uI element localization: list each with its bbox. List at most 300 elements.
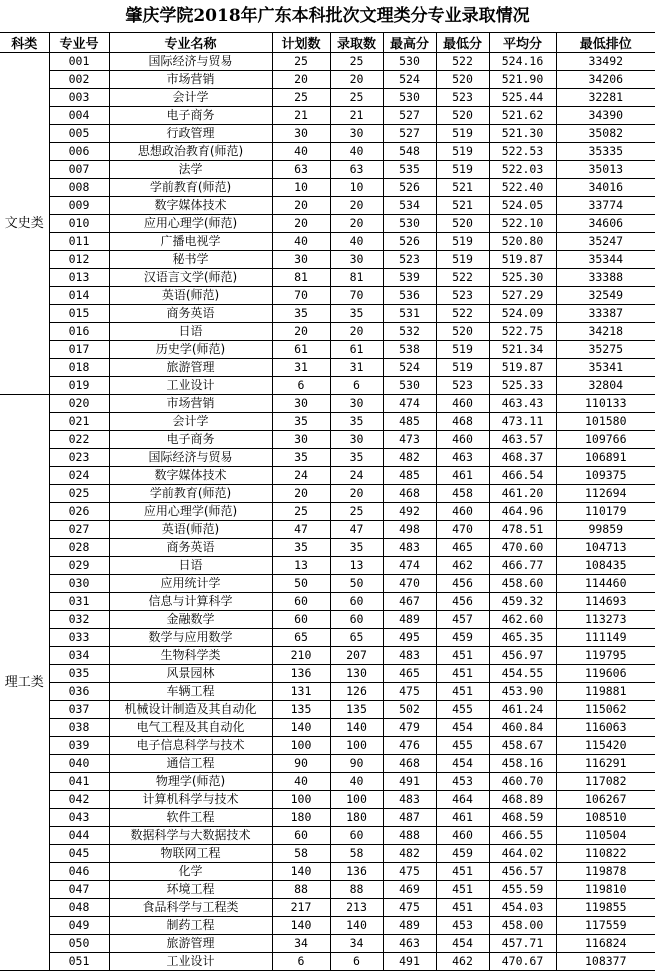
max-score-cell: 469 xyxy=(383,881,436,899)
max-score-cell: 475 xyxy=(383,899,436,917)
major-code-cell: 048 xyxy=(49,899,109,917)
table-row xyxy=(0,179,655,197)
table-row xyxy=(0,737,655,755)
avg-score-cell: 463.43 xyxy=(489,395,556,413)
planned-cell: 20 xyxy=(272,215,330,233)
avg-score-cell: 522.10 xyxy=(489,215,556,233)
major-code-cell: 034 xyxy=(49,647,109,665)
major-code-cell: 024 xyxy=(49,467,109,485)
admitted-cell: 6 xyxy=(330,953,383,971)
major-name-cell: 行政管理 xyxy=(109,125,272,143)
min-rank-cell: 119795 xyxy=(556,647,655,665)
avg-score-cell: 468.37 xyxy=(489,449,556,467)
planned-cell: 60 xyxy=(272,827,330,845)
major-code-cell: 020 xyxy=(49,395,109,413)
min-rank-cell: 109375 xyxy=(556,467,655,485)
major-name-cell: 国际经济与贸易 xyxy=(109,449,272,467)
major-name-cell: 工业设计 xyxy=(109,377,272,395)
admitted-cell: 20 xyxy=(330,485,383,503)
planned-cell: 40 xyxy=(272,773,330,791)
major-code-cell: 019 xyxy=(49,377,109,395)
min-score-cell: 519 xyxy=(436,359,489,377)
avg-score-cell: 454.03 xyxy=(489,899,556,917)
planned-cell: 70 xyxy=(272,287,330,305)
admitted-cell: 20 xyxy=(330,323,383,341)
max-score-cell: 468 xyxy=(383,755,436,773)
admission-table xyxy=(0,32,655,971)
admitted-cell: 60 xyxy=(330,827,383,845)
major-name-cell: 市场营销 xyxy=(109,395,272,413)
category-cell: 理工类 xyxy=(0,395,49,971)
max-score-cell: 468 xyxy=(383,485,436,503)
max-score-cell: 474 xyxy=(383,557,436,575)
min-rank-cell: 119606 xyxy=(556,665,655,683)
min-score-cell: 456 xyxy=(436,575,489,593)
max-score-cell: 489 xyxy=(383,917,436,935)
min-score-cell: 519 xyxy=(436,161,489,179)
major-code-cell: 003 xyxy=(49,89,109,107)
admitted-cell: 60 xyxy=(330,611,383,629)
min-rank-cell: 33774 xyxy=(556,197,655,215)
table-row xyxy=(0,341,655,359)
table-row xyxy=(0,809,655,827)
admitted-cell: 30 xyxy=(330,395,383,413)
planned-cell: 31 xyxy=(272,359,330,377)
admitted-cell: 35 xyxy=(330,413,383,431)
max-score-cell: 483 xyxy=(383,647,436,665)
planned-cell: 90 xyxy=(272,755,330,773)
major-name-cell: 电子商务 xyxy=(109,107,272,125)
min-score-cell: 451 xyxy=(436,881,489,899)
max-score-cell: 483 xyxy=(383,539,436,557)
min-rank-cell: 114460 xyxy=(556,575,655,593)
table-row xyxy=(0,935,655,953)
admitted-cell: 65 xyxy=(330,629,383,647)
header-min-score: 最低分 xyxy=(436,33,489,53)
min-rank-cell: 106891 xyxy=(556,449,655,467)
avg-score-cell: 458.00 xyxy=(489,917,556,935)
major-name-cell: 金融数学 xyxy=(109,611,272,629)
admitted-cell: 61 xyxy=(330,341,383,359)
avg-score-cell: 524.16 xyxy=(489,53,556,71)
admitted-cell: 70 xyxy=(330,287,383,305)
avg-score-cell: 473.11 xyxy=(489,413,556,431)
major-name-cell: 汉语言文学(师范) xyxy=(109,269,272,287)
min-rank-cell: 108377 xyxy=(556,953,655,971)
avg-score-cell: 465.35 xyxy=(489,629,556,647)
min-score-cell: 453 xyxy=(436,773,489,791)
min-score-cell: 454 xyxy=(436,935,489,953)
major-code-cell: 049 xyxy=(49,917,109,935)
major-name-cell: 车辆工程 xyxy=(109,683,272,701)
avg-score-cell: 522.53 xyxy=(489,143,556,161)
min-score-cell: 462 xyxy=(436,953,489,971)
max-score-cell: 531 xyxy=(383,305,436,323)
min-score-cell: 461 xyxy=(436,809,489,827)
max-score-cell: 476 xyxy=(383,737,436,755)
major-code-cell: 050 xyxy=(49,935,109,953)
table-row xyxy=(0,665,655,683)
planned-cell: 65 xyxy=(272,629,330,647)
avg-score-cell: 519.87 xyxy=(489,251,556,269)
avg-score-cell: 478.51 xyxy=(489,521,556,539)
min-score-cell: 451 xyxy=(436,899,489,917)
admitted-cell: 207 xyxy=(330,647,383,665)
avg-score-cell: 460.84 xyxy=(489,719,556,737)
major-code-cell: 014 xyxy=(49,287,109,305)
avg-score-cell: 470.60 xyxy=(489,539,556,557)
table-row xyxy=(0,125,655,143)
header-planned: 计划数 xyxy=(272,33,330,53)
max-score-cell: 530 xyxy=(383,53,436,71)
admitted-cell: 213 xyxy=(330,899,383,917)
admitted-cell: 47 xyxy=(330,521,383,539)
avg-score-cell: 468.59 xyxy=(489,809,556,827)
table-row xyxy=(0,863,655,881)
table-row xyxy=(0,503,655,521)
min-score-cell: 520 xyxy=(436,107,489,125)
min-rank-cell: 116063 xyxy=(556,719,655,737)
avg-score-cell: 521.62 xyxy=(489,107,556,125)
major-code-cell: 023 xyxy=(49,449,109,467)
table-row xyxy=(0,917,655,935)
admitted-cell: 136 xyxy=(330,863,383,881)
avg-score-cell: 524.09 xyxy=(489,305,556,323)
avg-score-cell: 521.90 xyxy=(489,71,556,89)
major-code-cell: 032 xyxy=(49,611,109,629)
admitted-cell: 40 xyxy=(330,773,383,791)
table-row xyxy=(0,89,655,107)
table-row xyxy=(0,467,655,485)
table-row xyxy=(0,269,655,287)
major-name-cell: 应用统计学 xyxy=(109,575,272,593)
min-rank-cell: 104713 xyxy=(556,539,655,557)
major-code-cell: 030 xyxy=(49,575,109,593)
major-name-cell: 制药工程 xyxy=(109,917,272,935)
major-code-cell: 010 xyxy=(49,215,109,233)
min-score-cell: 520 xyxy=(436,323,489,341)
min-rank-cell: 116824 xyxy=(556,935,655,953)
major-code-cell: 039 xyxy=(49,737,109,755)
avg-score-cell: 468.89 xyxy=(489,791,556,809)
avg-score-cell: 454.55 xyxy=(489,665,556,683)
avg-score-cell: 453.90 xyxy=(489,683,556,701)
header-min-rank: 最低排位 xyxy=(556,33,655,53)
major-name-cell: 数字媒体技术 xyxy=(109,467,272,485)
table-row xyxy=(0,953,655,971)
min-rank-cell: 35013 xyxy=(556,161,655,179)
min-score-cell: 520 xyxy=(436,71,489,89)
min-rank-cell: 35082 xyxy=(556,125,655,143)
major-code-cell: 035 xyxy=(49,665,109,683)
planned-cell: 24 xyxy=(272,467,330,485)
admitted-cell: 63 xyxy=(330,161,383,179)
min-rank-cell: 119810 xyxy=(556,881,655,899)
admitted-cell: 180 xyxy=(330,809,383,827)
planned-cell: 60 xyxy=(272,611,330,629)
table-row xyxy=(0,449,655,467)
min-rank-cell: 109766 xyxy=(556,431,655,449)
max-score-cell: 463 xyxy=(383,935,436,953)
min-score-cell: 523 xyxy=(436,89,489,107)
major-code-cell: 018 xyxy=(49,359,109,377)
avg-score-cell: 522.03 xyxy=(489,161,556,179)
min-rank-cell: 116291 xyxy=(556,755,655,773)
max-score-cell: 534 xyxy=(383,197,436,215)
planned-cell: 20 xyxy=(272,485,330,503)
avg-score-cell: 519.87 xyxy=(489,359,556,377)
min-score-cell: 460 xyxy=(436,395,489,413)
major-name-cell: 电子信息科学与技术 xyxy=(109,737,272,755)
avg-score-cell: 460.70 xyxy=(489,773,556,791)
major-code-cell: 001 xyxy=(49,53,109,71)
major-name-cell: 秘书学 xyxy=(109,251,272,269)
admitted-cell: 130 xyxy=(330,665,383,683)
major-name-cell: 计算机科学与技术 xyxy=(109,791,272,809)
major-code-cell: 021 xyxy=(49,413,109,431)
table-row xyxy=(0,827,655,845)
major-code-cell: 009 xyxy=(49,197,109,215)
avg-score-cell: 461.20 xyxy=(489,485,556,503)
admitted-cell: 40 xyxy=(330,143,383,161)
min-rank-cell: 33492 xyxy=(556,53,655,71)
planned-cell: 13 xyxy=(272,557,330,575)
admitted-cell: 88 xyxy=(330,881,383,899)
min-rank-cell: 35275 xyxy=(556,341,655,359)
planned-cell: 140 xyxy=(272,863,330,881)
planned-cell: 20 xyxy=(272,71,330,89)
avg-score-cell: 464.96 xyxy=(489,503,556,521)
max-score-cell: 524 xyxy=(383,71,436,89)
max-score-cell: 527 xyxy=(383,107,436,125)
max-score-cell: 524 xyxy=(383,359,436,377)
min-score-cell: 451 xyxy=(436,863,489,881)
max-score-cell: 465 xyxy=(383,665,436,683)
avg-score-cell: 459.32 xyxy=(489,593,556,611)
min-score-cell: 462 xyxy=(436,557,489,575)
max-score-cell: 482 xyxy=(383,845,436,863)
table-row xyxy=(0,71,655,89)
min-score-cell: 521 xyxy=(436,197,489,215)
planned-cell: 135 xyxy=(272,701,330,719)
max-score-cell: 487 xyxy=(383,809,436,827)
min-rank-cell: 110504 xyxy=(556,827,655,845)
planned-cell: 47 xyxy=(272,521,330,539)
major-name-cell: 国际经济与贸易 xyxy=(109,53,272,71)
major-name-cell: 软件工程 xyxy=(109,809,272,827)
min-rank-cell: 110179 xyxy=(556,503,655,521)
min-rank-cell: 34206 xyxy=(556,71,655,89)
max-score-cell: 475 xyxy=(383,863,436,881)
admitted-cell: 58 xyxy=(330,845,383,863)
table-row xyxy=(0,845,655,863)
admitted-cell: 13 xyxy=(330,557,383,575)
header-major-code: 专业号 xyxy=(49,33,109,53)
min-score-cell: 455 xyxy=(436,701,489,719)
min-rank-cell: 119878 xyxy=(556,863,655,881)
max-score-cell: 530 xyxy=(383,215,436,233)
avg-score-cell: 458.67 xyxy=(489,737,556,755)
table-row xyxy=(0,215,655,233)
admitted-cell: 30 xyxy=(330,431,383,449)
major-code-cell: 011 xyxy=(49,233,109,251)
page-title: 肇庆学院2018年广东本科批次文理类分专业录取情况 xyxy=(125,6,530,26)
min-rank-cell: 99859 xyxy=(556,521,655,539)
admitted-cell: 10 xyxy=(330,179,383,197)
min-rank-cell: 35341 xyxy=(556,359,655,377)
min-score-cell: 456 xyxy=(436,593,489,611)
major-name-cell: 市场营销 xyxy=(109,71,272,89)
admitted-cell: 100 xyxy=(330,791,383,809)
major-name-cell: 通信工程 xyxy=(109,755,272,773)
planned-cell: 136 xyxy=(272,665,330,683)
min-rank-cell: 32804 xyxy=(556,377,655,395)
major-code-cell: 029 xyxy=(49,557,109,575)
table-row xyxy=(0,521,655,539)
planned-cell: 20 xyxy=(272,197,330,215)
min-rank-cell: 35335 xyxy=(556,143,655,161)
major-code-cell: 038 xyxy=(49,719,109,737)
major-name-cell: 物理学(师范) xyxy=(109,773,272,791)
min-score-cell: 519 xyxy=(436,233,489,251)
max-score-cell: 548 xyxy=(383,143,436,161)
major-name-cell: 旅游管理 xyxy=(109,935,272,953)
avg-score-cell: 458.60 xyxy=(489,575,556,593)
admitted-cell: 140 xyxy=(330,719,383,737)
admitted-cell: 31 xyxy=(330,359,383,377)
major-code-cell: 013 xyxy=(49,269,109,287)
min-rank-cell: 34218 xyxy=(556,323,655,341)
min-score-cell: 461 xyxy=(436,467,489,485)
major-name-cell: 学前教育(师范) xyxy=(109,179,272,197)
avg-score-cell: 466.54 xyxy=(489,467,556,485)
planned-cell: 140 xyxy=(272,719,330,737)
avg-score-cell: 470.67 xyxy=(489,953,556,971)
min-score-cell: 521 xyxy=(436,179,489,197)
planned-cell: 10 xyxy=(272,179,330,197)
avg-score-cell: 461.24 xyxy=(489,701,556,719)
planned-cell: 50 xyxy=(272,575,330,593)
table-row xyxy=(0,899,655,917)
min-rank-cell: 34606 xyxy=(556,215,655,233)
max-score-cell: 470 xyxy=(383,575,436,593)
table-row xyxy=(0,143,655,161)
planned-cell: 88 xyxy=(272,881,330,899)
planned-cell: 30 xyxy=(272,251,330,269)
max-score-cell: 485 xyxy=(383,467,436,485)
major-name-cell: 旅游管理 xyxy=(109,359,272,377)
min-score-cell: 468 xyxy=(436,413,489,431)
max-score-cell: 502 xyxy=(383,701,436,719)
planned-cell: 100 xyxy=(272,791,330,809)
admitted-cell: 81 xyxy=(330,269,383,287)
table-row xyxy=(0,233,655,251)
admitted-cell: 126 xyxy=(330,683,383,701)
table-row xyxy=(0,377,655,395)
min-rank-cell: 110822 xyxy=(556,845,655,863)
major-name-cell: 食品科学与工程类 xyxy=(109,899,272,917)
planned-cell: 40 xyxy=(272,143,330,161)
table-row xyxy=(0,755,655,773)
min-score-cell: 460 xyxy=(436,503,489,521)
major-code-cell: 051 xyxy=(49,953,109,971)
planned-cell: 81 xyxy=(272,269,330,287)
min-rank-cell: 35247 xyxy=(556,233,655,251)
major-name-cell: 学前教育(师范) xyxy=(109,485,272,503)
table-row xyxy=(0,593,655,611)
header-max-score: 最高分 xyxy=(383,33,436,53)
avg-score-cell: 466.77 xyxy=(489,557,556,575)
min-rank-cell: 33387 xyxy=(556,305,655,323)
major-code-cell: 043 xyxy=(49,809,109,827)
min-score-cell: 458 xyxy=(436,485,489,503)
major-name-cell: 日语 xyxy=(109,557,272,575)
min-score-cell: 454 xyxy=(436,719,489,737)
major-code-cell: 046 xyxy=(49,863,109,881)
avg-score-cell: 522.40 xyxy=(489,179,556,197)
avg-score-cell: 521.30 xyxy=(489,125,556,143)
max-score-cell: 527 xyxy=(383,125,436,143)
min-score-cell: 451 xyxy=(436,665,489,683)
major-name-cell: 环境工程 xyxy=(109,881,272,899)
admitted-cell: 135 xyxy=(330,701,383,719)
max-score-cell: 526 xyxy=(383,233,436,251)
max-score-cell: 483 xyxy=(383,791,436,809)
table-row xyxy=(0,611,655,629)
header-avg-score: 平均分 xyxy=(489,33,556,53)
table-row xyxy=(0,701,655,719)
planned-cell: 100 xyxy=(272,737,330,755)
table-row xyxy=(0,575,655,593)
table-row xyxy=(0,161,655,179)
min-rank-cell: 101580 xyxy=(556,413,655,431)
min-score-cell: 454 xyxy=(436,755,489,773)
major-name-cell: 化学 xyxy=(109,863,272,881)
min-score-cell: 523 xyxy=(436,287,489,305)
planned-cell: 40 xyxy=(272,233,330,251)
min-rank-cell: 34016 xyxy=(556,179,655,197)
table-row xyxy=(0,773,655,791)
planned-cell: 131 xyxy=(272,683,330,701)
major-name-cell: 数学与应用数学 xyxy=(109,629,272,647)
admitted-cell: 30 xyxy=(330,251,383,269)
major-name-cell: 英语(师范) xyxy=(109,287,272,305)
planned-cell: 180 xyxy=(272,809,330,827)
table-row xyxy=(0,485,655,503)
max-score-cell: 539 xyxy=(383,269,436,287)
major-code-cell: 025 xyxy=(49,485,109,503)
table-row xyxy=(0,323,655,341)
min-rank-cell: 119855 xyxy=(556,899,655,917)
major-name-cell: 会计学 xyxy=(109,89,272,107)
min-rank-cell: 112694 xyxy=(556,485,655,503)
table-row xyxy=(0,197,655,215)
avg-score-cell: 525.33 xyxy=(489,377,556,395)
major-code-cell: 022 xyxy=(49,431,109,449)
major-code-cell: 045 xyxy=(49,845,109,863)
admitted-cell: 100 xyxy=(330,737,383,755)
min-rank-cell: 117082 xyxy=(556,773,655,791)
min-score-cell: 519 xyxy=(436,341,489,359)
major-code-cell: 044 xyxy=(49,827,109,845)
min-rank-cell: 115062 xyxy=(556,701,655,719)
planned-cell: 34 xyxy=(272,935,330,953)
planned-cell: 63 xyxy=(272,161,330,179)
planned-cell: 35 xyxy=(272,305,330,323)
min-rank-cell: 33388 xyxy=(556,269,655,287)
min-score-cell: 522 xyxy=(436,269,489,287)
major-name-cell: 商务英语 xyxy=(109,539,272,557)
